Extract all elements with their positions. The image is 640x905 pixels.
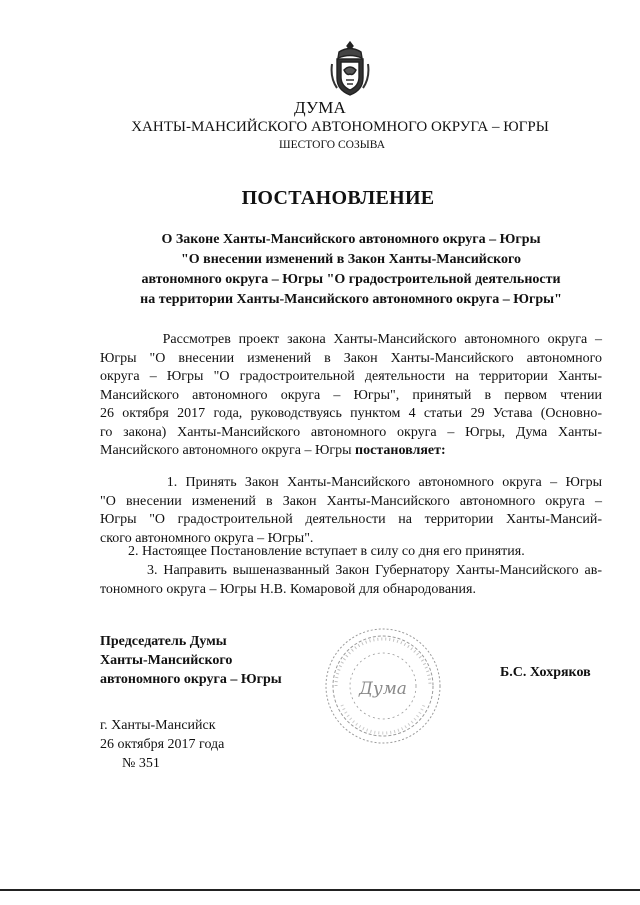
position-line: автономного округа – Югры <box>100 672 282 687</box>
document-number: № 351 <box>122 756 160 771</box>
paragraph-line: округа – Югры "О градостроительной деятельности на территории Ханты- <box>100 369 602 384</box>
paragraph-line: Рассмотрев проект закона Ханты-Мансийского автономного округа – <box>100 332 602 347</box>
document-date: 26 октября 2017 года <box>100 737 225 752</box>
document-footer <box>100 716 224 773</box>
decides-word: постановляет: <box>355 443 446 458</box>
city: г. Ханты-Мансийск <box>100 718 216 733</box>
item-line: ского автономного округа – Югры". <box>100 530 314 546</box>
subject-line: "О внесении изменений в Закон Ханты-Мансийского <box>181 252 521 267</box>
paragraph-line: Югры "О внесении изменений в Закон Ханты-Мансийского автономного <box>100 350 602 366</box>
document-title: ПОСТАНОВЛЕНИЕ <box>241 187 435 209</box>
item-line: Югры "О градостроительной деятельности на территории Ханты-Мансий- <box>100 512 602 527</box>
item-line: 1. Принять Закон Ханты-Мансийского автономного округа – Югры <box>100 475 602 490</box>
round-seal-icon <box>322 625 444 747</box>
convocation-line: ШЕСТОГО СОЗЫВА <box>278 139 386 151</box>
position-line: Председатель Думы <box>100 634 227 649</box>
org-name-line2: ХАНТЫ-МАНСИЙСКОГО АВТОНОМНОГО ОКРУГА – ЮГРЫ <box>131 119 549 135</box>
paragraph-line: 26 октября 2017 года, руководствуясь пунктом 4 статьи 29 Устава (Основно- <box>100 406 602 421</box>
subject-line: автономного округа – Югры "О градостроительной деятельности <box>141 272 561 287</box>
item-1 <box>100 474 602 548</box>
preamble-paragraph <box>100 331 602 461</box>
paragraph-line: Мансийского автономного округа – Югры", принятый в первом чтении <box>100 387 602 403</box>
paragraph-line-text: Мансийского автономного округа – Югры <box>100 443 356 458</box>
org-name-line1: ДУМА <box>293 98 347 117</box>
signatory-name: Б.С. Хохряков <box>500 665 591 680</box>
paragraph-line <box>100 442 602 461</box>
bottom-divider <box>0 889 640 891</box>
coat-of-arms-icon <box>329 40 371 98</box>
subject-line: на территории Ханты-Мансийского автономного округа – Югры" <box>140 292 562 307</box>
position-line: Ханты-Мансийского <box>100 653 233 668</box>
item-line: "О внесении изменений в Закон Ханты-Мансийского автономного округа – <box>100 493 602 509</box>
item-line: тономного округа – Югры Н.В. Комаровой для обнародования. <box>100 581 476 597</box>
item-line: 2. Настоящее Постановление вступает в силу со дня его принятия. <box>100 544 525 559</box>
item-2 <box>100 543 602 562</box>
item-3 <box>100 562 602 599</box>
document-subject <box>100 230 602 310</box>
item-line: 3. Направить вышеназванный Закон Губернатору Ханты-Мансийского ав- <box>100 563 602 578</box>
paragraph-line: го закона) Ханты-Мансийского автономного округа – Югры, Дума Ханты- <box>100 424 602 440</box>
signatory-position <box>100 632 282 689</box>
subject-line: О Законе Ханты-Мансийского автономного округа – Югры <box>161 232 541 247</box>
seal-text: Дума <box>359 679 407 699</box>
